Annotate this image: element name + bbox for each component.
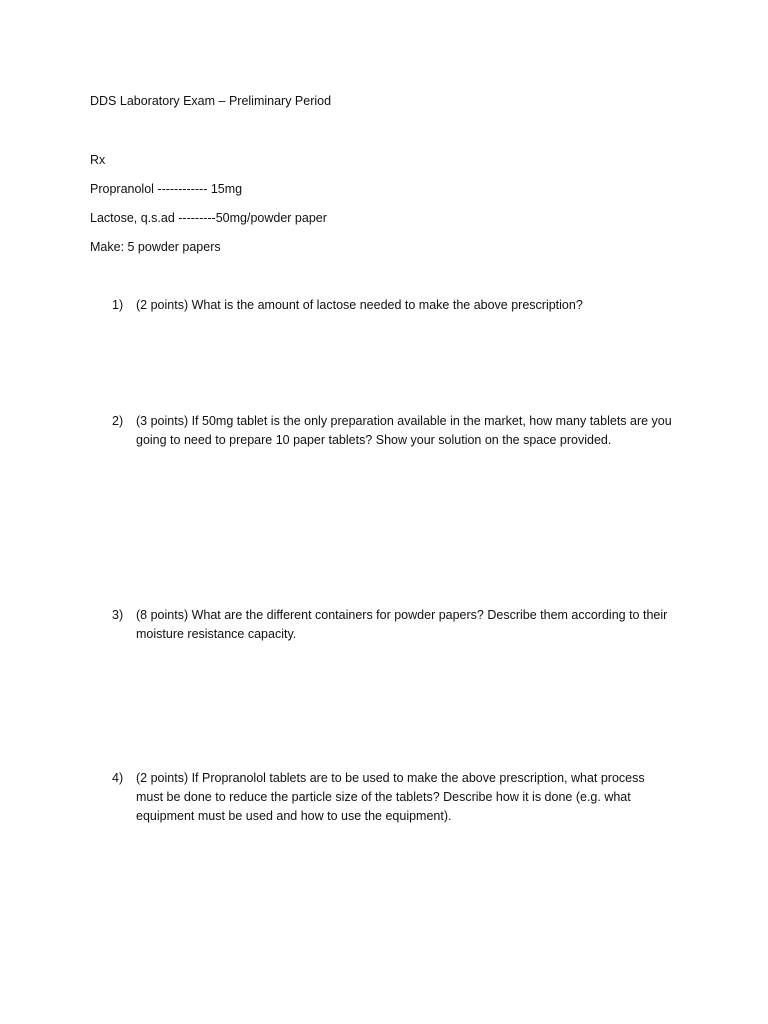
rx-line-make: Make: 5 powder papers — [90, 240, 221, 254]
question-number: 3) — [112, 608, 124, 622]
question-4 — [112, 769, 672, 826]
question-number: 1) — [112, 298, 124, 312]
question-1 — [112, 296, 672, 315]
question-number: 2) — [112, 414, 124, 428]
question-3 — [112, 606, 672, 644]
exam-title: DDS Laboratory Exam – Preliminary Period — [90, 94, 332, 108]
question-2 — [112, 412, 672, 450]
question-text: (3 points) If 50mg tablet is the only preparation available in the market, how many tablets are you going to need to prepare 10 paper tablets? Show your solution on the space provided. — [136, 414, 672, 447]
question-number: 4) — [112, 771, 124, 785]
rx-label: Rx — [90, 153, 106, 167]
rx-line-lactose: Lactose, q.s.ad ---------50mg/powder paper — [90, 211, 327, 225]
question-text: (8 points) What are the different containers for powder papers? Describe them according to their moisture resistance capacity. — [136, 608, 668, 641]
rx-line-propranolol: Propranolol ------------ 15mg — [90, 182, 243, 196]
question-text: (2 points) What is the amount of lactose needed to make the above prescription? — [136, 298, 583, 312]
question-text: (2 points) If Propranolol tablets are to be used to make the above prescription, what process must be done to reduce the particle size of the tablets? Describe how it is done (e.g. what equipment must be used and how to use the equipment). — [136, 771, 645, 823]
